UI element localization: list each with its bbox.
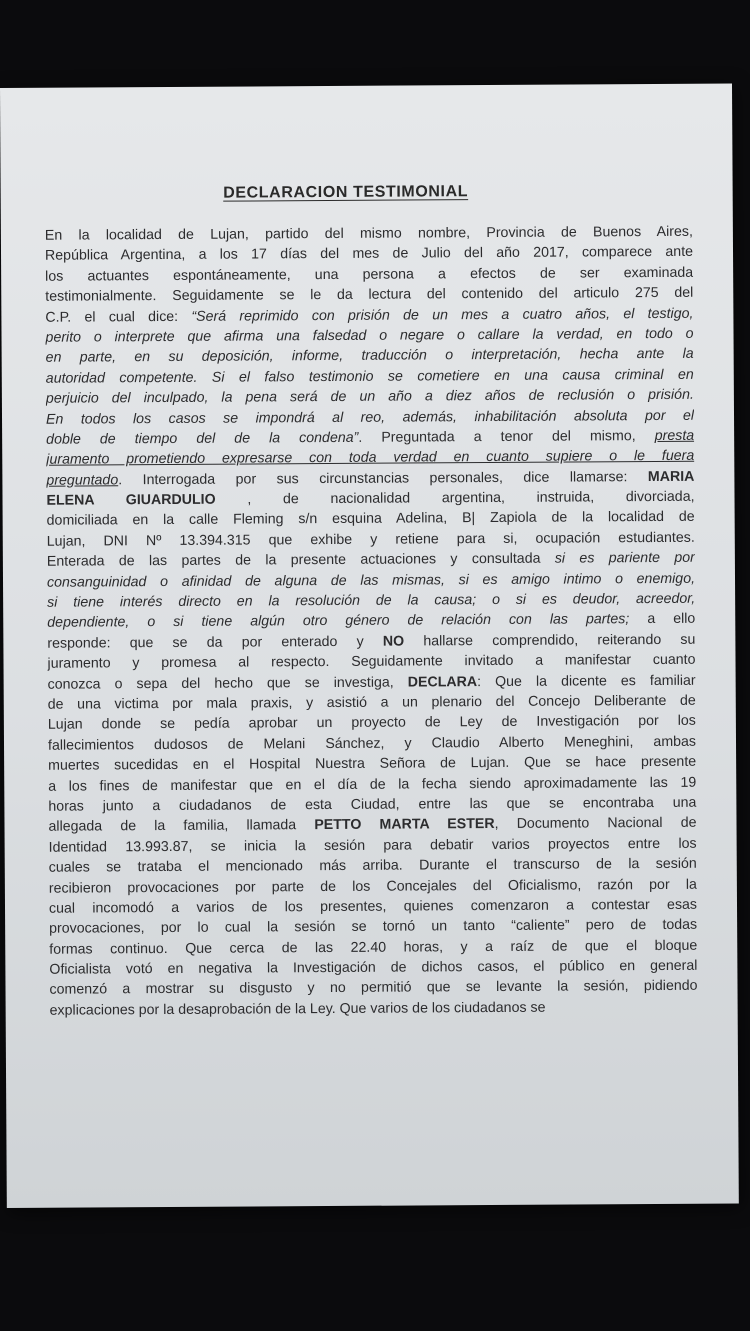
text-run: Oficialista votó en negativa la Investigación de dichos casos, el público en general: [49, 957, 698, 978]
text-run: juramento prometiendo expresarse con toda verdad en cuanto supiere o le fuera: [46, 448, 695, 469]
text-run: muertes sucedidas en el Hospital Nuestra Señora de Lujan. Que se hace presente: [48, 753, 697, 774]
document-body: [45, 222, 698, 1021]
text-run: NO: [382, 633, 405, 650]
text-run: Identidad 13.993.87, se inicia la sesión para debatir varios proyectos entre los: [48, 835, 697, 856]
text-run: presta: [654, 427, 695, 444]
text-run: explicaciones por la desaprobación de la Ley. Que varios de los ciudadanos se: [49, 999, 546, 1019]
text-run: , de nacionalidad argentina, instruida, divorciada,: [215, 488, 695, 508]
text-run: recibieron provocaciones por parte de los Concejales del Oficialismo, razón por la: [48, 876, 697, 897]
document-title: DECLARACION TESTIMONIAL: [223, 183, 469, 202]
text-run: horas junto a ciudadanos de esta Ciudad, entre las que se encontraba una: [48, 794, 697, 815]
text-run: perito o interprete que afirma una falsedad o negare o callare la verdad, en todo o: [45, 325, 694, 346]
text-run: testimonialmente. Seguidamente se le da lectura del contenido del articulo 275 del: [45, 284, 694, 305]
text-run: perjuicio del inculpado, la pena será de un año a diez años de reclusión o prisión.: [45, 386, 694, 407]
text-run: . Preguntada a tenor del mismo,: [358, 427, 655, 446]
text-run: “Será reprimido con prisión de un mes a cuatro años, el testigo,: [191, 305, 694, 325]
text-run: a los fines de manifestar que en el día de la fecha siendo aproximadamente las 19: [48, 774, 697, 795]
text-run: cual incomodó a varios de los presentes, quienes comenzaron a contestar esas: [48, 896, 698, 917]
text-run: comenzó a mostrar su disgusto y no permitió que se levante la sesión, pidiendo: [49, 978, 698, 999]
text-run: En la localidad de Lujan, partido del mismo nombre, Provincia de Buenos Aires,: [44, 223, 693, 244]
text-run: MARIA: [647, 468, 695, 485]
text-run: juramento y promesa al respecto. Seguidamente invitado a manifestar cuanto: [47, 651, 696, 672]
text-run: formas continuo. Que cerca de las 22.40 horas, y a raíz de que el bloque: [49, 937, 698, 958]
text-run: hallarse comprendido, reiterando su: [404, 631, 696, 650]
document-page: [0, 84, 739, 1208]
text-run: domiciliada en la calle Fleming s/n esquina Adelina, B| Zapiola de la localidad de: [46, 509, 695, 530]
text-run: responde: que se da por enterado y: [47, 633, 383, 652]
text-run: República Argentina, a los 17 días del mes de Julio del año 2017, comparece ante: [44, 244, 694, 265]
text-run: dependiente, o si tiene algún otro género de relación con las partes;: [47, 611, 630, 632]
text-line: [49, 976, 697, 1000]
text-run: consanguinidad o afinidad de alguna de las mismas, si es amigo intimo o enemigo,: [46, 570, 696, 591]
text-run: : Que la dicente es familiar: [477, 672, 696, 690]
text-line: [50, 997, 698, 1021]
text-run: cuales se trataba el mencionado más arriba. Durante el transcurso de la sesión: [48, 855, 697, 876]
text-run: Lujan, DNI Nº 13.394.315 que exhibe y retiene para si, ocupación estudiantes.: [46, 529, 695, 550]
text-run: si es pariente por: [554, 550, 695, 567]
text-run: ELENA GIUARDULIO: [46, 491, 216, 509]
text-run: allegada de la familia, llamada: [48, 817, 315, 836]
text-run: autoridad competente. Si el falso testimonio se cometiere en una causa criminal en: [45, 366, 694, 387]
text-run: conozca o sepa del hecho que se investiga,: [47, 674, 408, 693]
text-run: de una victima por mala praxis, y asistió a un plenario del Concejo Deliberante de: [47, 692, 696, 713]
text-run: doble de tiempo del de la condena”: [46, 429, 359, 448]
text-run: en parte, en su deposición, informe, traducción o interpretación, hecha ante la: [45, 346, 694, 367]
text-run: los actuantes espontáneamente, una persona a efectos de ser examinada: [45, 264, 694, 285]
text-run: DECLARA: [407, 673, 478, 691]
text-run: si tiene interés directo en la resolución de la causa; o si es deudor, acreedor,: [47, 590, 696, 611]
text-run: En todos los casos se impondrá al reo, además, inhabilitación absoluta por el: [45, 407, 695, 428]
text-run: a ello: [629, 611, 696, 628]
text-run: Lujan donde se pedía aprobar un proyecto de Ley de Investigación por los: [47, 713, 696, 734]
text-run: fallecimientos dudosos de Melani Sánchez, y Claudio Alberto Meneghini, ambas: [47, 733, 697, 754]
text-run: , Documento Nacional de: [494, 815, 697, 833]
text-run: preguntado: [46, 471, 119, 489]
text-run: . Interrogada por sus circunstancias personales, dice llamarse:: [118, 468, 648, 488]
text-run: provocaciones, por lo cual la sesión se tornó un tanto “caliente” pero de todas: [49, 917, 698, 937]
text-run: PETTO MARTA ESTER: [314, 816, 495, 834]
text-run: Enterada de las partes de la presente actuaciones y consultada: [46, 550, 555, 570]
text-run: C.P. el cual dice:: [45, 308, 192, 326]
